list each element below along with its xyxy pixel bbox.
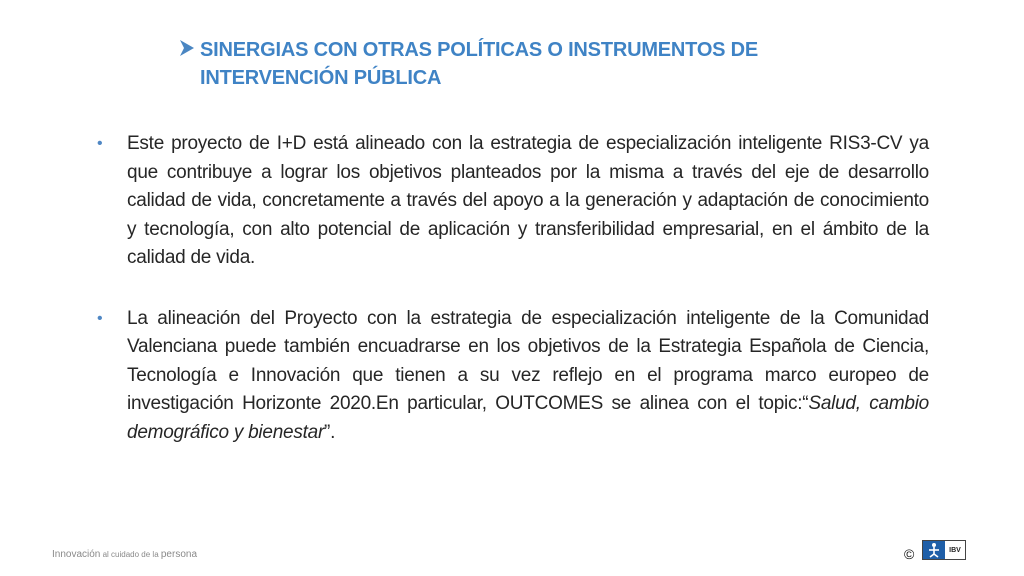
tagline-word: Innovación (52, 549, 101, 560)
list-item (97, 130, 929, 273)
footer-tagline (52, 549, 197, 560)
bullet-text (127, 305, 929, 448)
bullet-text-main: La alineación del Proyecto con la estrategia de especialización inteligente de la Comunidad Valenciana puede también encuadrarse en los objetivos de la Estrategia Española de Ciencia, Tecnología e Innovación que tienen a su vez reflejo en el programa marco europeo de investigación Horizonte 2020.En particular, OUTCOMES se alinea con el topic:“ (127, 307, 929, 414)
ibv-logo-icon (922, 540, 966, 560)
bullet-text-end: ”. (324, 421, 336, 443)
bullet-text-italic: Salud, cambio demográfico y bienestar (127, 393, 929, 443)
tagline-word: persona (160, 549, 198, 560)
copyright-symbol: © (904, 546, 915, 562)
logo-text: IBV (949, 546, 961, 554)
bullet-dot-icon: • (97, 309, 103, 327)
bullet-text: Este proyecto de I+D está alineado con la estrategia de especialización inteligente RIS3-CV ya que contribuye a lograr los objetivos planteados por la misma a través del eje de desarrollo calidad de vida, concretamente a través del apoyo a la generación y adaptación de conocimiento y tecnología, con alto potencial de aplicación y transferibilidad empresarial, en el ámbito de la calidad de vida. (127, 133, 929, 268)
logo-mark (923, 541, 945, 559)
list-item (97, 305, 929, 448)
tagline-small: al cuidado de la (100, 550, 161, 559)
bullet-dot-icon: • (97, 135, 103, 152)
slide-title-block (178, 36, 878, 92)
bullet-list (97, 130, 929, 479)
arrow-bullet-icon (178, 38, 200, 63)
slide-title: SINERGIAS CON OTRAS POLÍTICAS O INSTRUMENTOS DE INTERVENCIÓN PÚBLICA (200, 39, 759, 89)
